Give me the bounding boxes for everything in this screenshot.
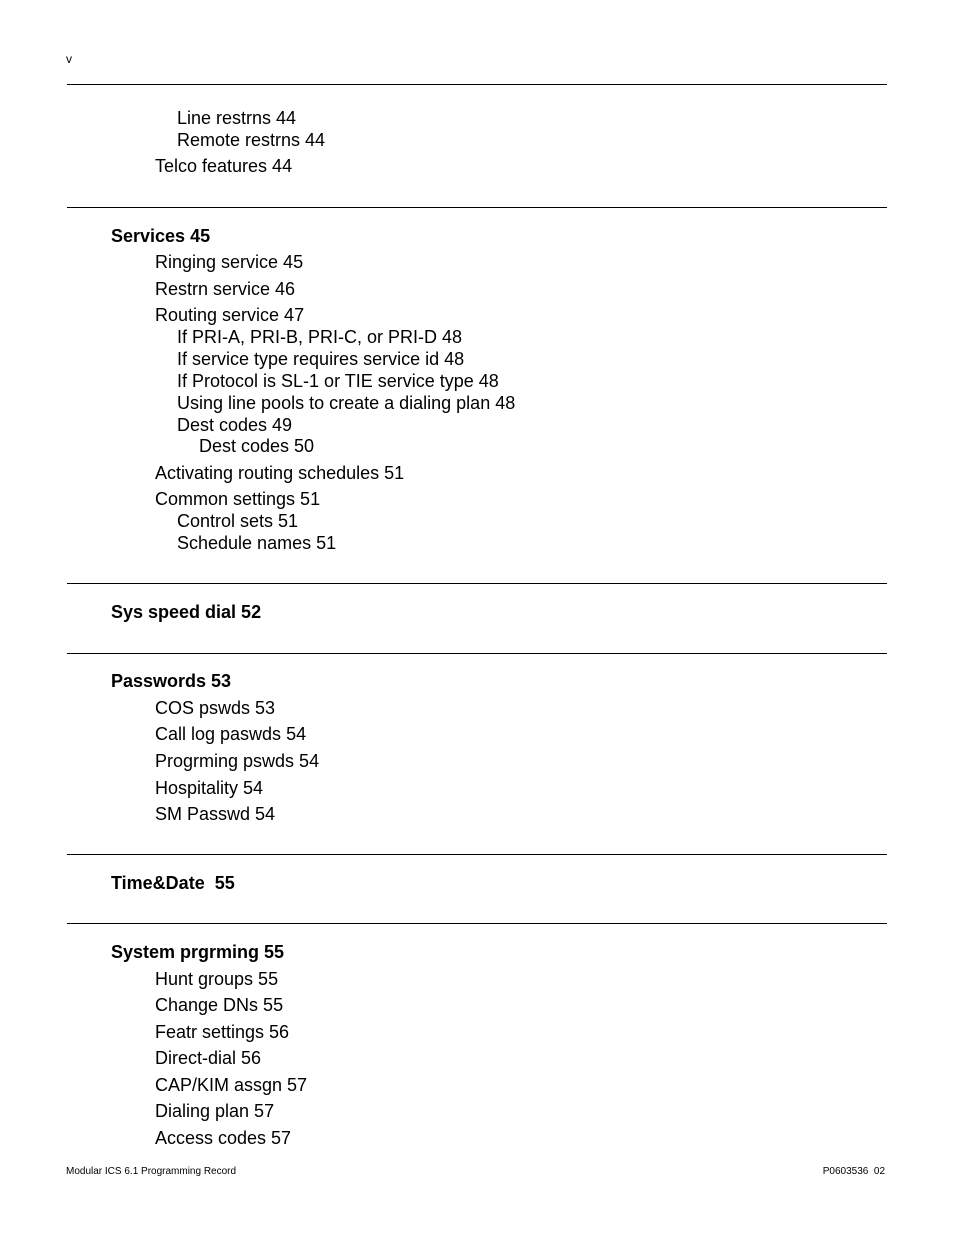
toc-entry[interactable]: Dest codes 49 [177, 415, 293, 435]
toc-section-heading[interactable]: System prgrming 55 [111, 942, 285, 962]
toc-section-heading[interactable]: Services 45 [111, 226, 211, 246]
section-divider [67, 923, 887, 924]
toc-entry[interactable]: Control sets 51 [177, 511, 299, 531]
toc-entry[interactable]: Restrn service 46 [155, 279, 296, 299]
toc-entry[interactable]: Activating routing schedules 51 [155, 463, 405, 483]
toc-section-heading[interactable]: Time&Date 55 [111, 873, 235, 893]
toc-entry[interactable]: Using line pools to create a dialing plan 48 [177, 393, 516, 413]
toc-entry[interactable]: If service type requires service id 48 [177, 349, 465, 369]
section-divider [67, 84, 887, 85]
section-divider [67, 854, 887, 855]
page-number: v [66, 52, 72, 66]
toc-entry[interactable]: If Protocol is SL-1 or TIE service type 48 [177, 371, 499, 391]
toc-entry[interactable]: Dest codes 50 [199, 436, 315, 456]
toc-entry[interactable]: Access codes 57 [155, 1128, 292, 1148]
section-divider [67, 207, 887, 208]
footer-document-number: P0603536 02 [822, 1166, 885, 1177]
toc-entry[interactable]: Routing service 47 [155, 305, 305, 325]
toc-entry[interactable]: Call log paswds 54 [155, 724, 307, 744]
toc-entry[interactable]: COS pswds 53 [155, 698, 276, 718]
toc-entry[interactable]: Dialing plan 57 [155, 1101, 275, 1121]
toc-entry[interactable]: Line restrns 44 [177, 108, 297, 128]
toc-section-heading[interactable]: Sys speed dial 52 [111, 602, 262, 622]
toc-entry[interactable]: If PRI-A, PRI-B, PRI-C, or PRI-D 48 [177, 327, 463, 347]
section-divider [67, 583, 887, 584]
footer-document-title: Modular ICS 6.1 Programming Record [66, 1166, 237, 1177]
toc-entry[interactable]: Remote restrns 44 [177, 130, 326, 150]
toc-entry[interactable]: Ringing service 45 [155, 252, 304, 272]
toc-entry[interactable]: Hospitality 54 [155, 778, 264, 798]
toc-entry[interactable]: Progrming pswds 54 [155, 751, 320, 771]
toc-entry[interactable]: Hunt groups 55 [155, 969, 279, 989]
toc-entry[interactable]: SM Passwd 54 [155, 804, 276, 824]
toc-entry[interactable]: CAP/KIM assgn 57 [155, 1075, 308, 1095]
toc-entry[interactable]: Change DNs 55 [155, 995, 284, 1015]
section-divider [67, 653, 887, 654]
toc-entry[interactable]: Common settings 51 [155, 489, 321, 509]
toc-entry[interactable]: Schedule names 51 [177, 533, 337, 553]
toc-entry[interactable]: Featr settings 56 [155, 1022, 290, 1042]
toc-section-heading[interactable]: Passwords 53 [111, 671, 232, 691]
toc-entry[interactable]: Direct-dial 56 [155, 1048, 262, 1068]
toc-entry[interactable]: Telco features 44 [155, 156, 293, 176]
